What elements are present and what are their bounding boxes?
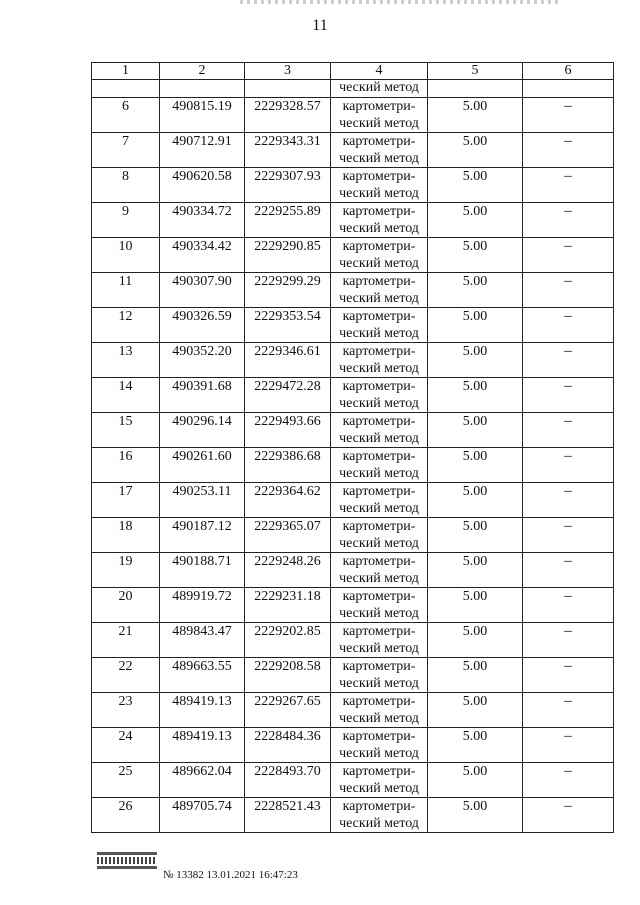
y-coordinate-cell: 2229328.57 [245,98,331,133]
precision-cell: 5.00 [428,273,523,308]
method-cell [331,98,428,133]
y-coordinate-cell: 2229267.65 [245,693,331,728]
method-cell [331,623,428,658]
note-cell: – [523,763,614,798]
note-cell: – [523,133,614,168]
method-cell [331,273,428,308]
table-row [92,308,614,343]
x-coordinate-cell: 490712.91 [160,133,245,168]
x-coordinate-cell: 490307.90 [160,273,245,308]
method-text: картометри- [342,729,416,744]
point-number-cell: 7 [92,133,160,168]
precision-cell: 5.00 [428,413,523,448]
note-cell: – [523,623,614,658]
precision-cell: 5.00 [428,168,523,203]
coordinates-table [91,62,614,833]
method-text: картометри- [342,99,416,114]
method-text: картометри- [342,659,416,674]
scan-artifact [240,0,560,4]
table-continuation-row [92,80,614,98]
method-text: ческий метод [339,361,419,376]
x-coordinate-cell: 490326.59 [160,308,245,343]
method-cell [331,728,428,763]
point-number-cell: 22 [92,658,160,693]
table-row [92,238,614,273]
x-coordinate-cell: 490253.11 [160,483,245,518]
precision-cell: 5.00 [428,798,523,833]
precision-cell: 5.00 [428,763,523,798]
table-row [92,693,614,728]
method-cell [331,658,428,693]
point-number-cell: 13 [92,343,160,378]
note-cell: – [523,308,614,343]
column-header: 1 [92,63,160,80]
y-coordinate-cell: 2229343.31 [245,133,331,168]
method-text: ческий метод [339,256,419,271]
precision-cell: 5.00 [428,378,523,413]
table-row [92,728,614,763]
y-coordinate-cell: 2229290.85 [245,238,331,273]
method-text: ческий метод [339,291,419,306]
x-coordinate-cell: 490261.60 [160,448,245,483]
precision-cell: 5.00 [428,308,523,343]
y-coordinate-cell: 2229365.07 [245,518,331,553]
method-cell [331,343,428,378]
note-cell: – [523,588,614,623]
precision-cell: 5.00 [428,343,523,378]
y-coordinate-cell: 2228493.70 [245,763,331,798]
x-coordinate-cell: 490296.14 [160,413,245,448]
y-coordinate-cell: 2229255.89 [245,203,331,238]
method-text: ческий метод [339,606,419,621]
note-cell: – [523,658,614,693]
table-row [92,658,614,693]
note-cell: – [523,728,614,763]
method-text: картометри- [342,239,416,254]
point-number-cell: 8 [92,168,160,203]
method-text: картометри- [342,344,416,359]
page-number: 11 [312,17,328,34]
y-coordinate-cell: 2229299.29 [245,273,331,308]
x-coordinate-cell: 490187.12 [160,518,245,553]
table-row [92,203,614,238]
y-coordinate-cell: 2229307.93 [245,168,331,203]
method-text: картометри- [342,694,416,709]
method-cell [331,133,428,168]
precision-cell: 5.00 [428,518,523,553]
y-coordinate-cell: 2229364.62 [245,483,331,518]
precision-cell: 5.00 [428,448,523,483]
x-coordinate-cell: 490391.68 [160,378,245,413]
table-row [92,133,614,168]
precision-cell: 5.00 [428,728,523,763]
method-text: картометри- [342,379,416,394]
note-cell: – [523,203,614,238]
table-row [92,168,614,203]
column-header: 6 [523,63,614,80]
method-cell [331,693,428,728]
x-coordinate-cell: 490815.19 [160,98,245,133]
method-cell [331,413,428,448]
method-text: ческий метод [339,676,419,691]
method-text: ческий метод [339,746,419,761]
x-coordinate-cell: 489663.55 [160,658,245,693]
point-number-cell: 14 [92,378,160,413]
note-cell: – [523,518,614,553]
x-coordinate-cell: 489919.72 [160,588,245,623]
table-row [92,518,614,553]
table-row [92,798,614,833]
x-coordinate-cell: 489843.47 [160,623,245,658]
method-text: ческий метод [339,186,419,201]
y-coordinate-cell: 2229208.58 [245,658,331,693]
method-cell [331,588,428,623]
method-text: картометри- [342,414,416,429]
table-row [92,588,614,623]
note-cell: – [523,168,614,203]
table-row [92,448,614,483]
method-text: ческий метод [339,781,419,796]
point-number-cell: 23 [92,693,160,728]
method-text: картометри- [342,134,416,149]
x-coordinate-cell: 489419.13 [160,728,245,763]
note-cell: – [523,273,614,308]
x-coordinate-cell: 489419.13 [160,693,245,728]
method-text: картометри- [342,519,416,534]
precision-cell: 5.00 [428,623,523,658]
table-row [92,378,614,413]
method-cell [331,168,428,203]
precision-cell: 5.00 [428,133,523,168]
column-header: 2 [160,63,245,80]
y-coordinate-cell: 2229248.26 [245,553,331,588]
y-coordinate-cell: 2229346.61 [245,343,331,378]
y-coordinate-cell: 2228484.36 [245,728,331,763]
y-coordinate-cell: 2229202.85 [245,623,331,658]
note-cell: – [523,693,614,728]
point-number-cell: 25 [92,763,160,798]
y-coordinate-cell: 2229353.54 [245,308,331,343]
method-text: ческий метод [339,326,419,341]
point-number-cell: 19 [92,553,160,588]
precision-cell: 5.00 [428,588,523,623]
method-text: картометри- [342,799,416,814]
method-cell [331,448,428,483]
table-row [92,553,614,588]
method-cell [331,203,428,238]
method-text: ческий метод [339,571,419,586]
method-text: картометри- [342,449,416,464]
footer [97,852,397,892]
point-number-cell: 11 [92,273,160,308]
point-number-cell: 26 [92,798,160,833]
method-text: ческий метод [339,816,419,831]
precision-cell: 5.00 [428,693,523,728]
document-reference: № 13382 13.01.2021 16:47:23 [163,869,298,881]
note-cell: – [523,553,614,588]
method-text: ческий метод [339,501,419,516]
method-cell [331,518,428,553]
method-text: картометри- [342,204,416,219]
precision-cell: 5.00 [428,483,523,518]
method-cell [331,553,428,588]
method-text: картометри- [342,624,416,639]
method-text: картометри- [342,274,416,289]
method-cell [331,763,428,798]
method-text: картометри- [342,309,416,324]
x-coordinate-cell: 490188.71 [160,553,245,588]
method-text: ческий метод [339,151,419,166]
y-coordinate-cell: 2229386.68 [245,448,331,483]
method-text: картометри- [342,554,416,569]
method-text: ческий метод [339,466,419,481]
point-number-cell: 10 [92,238,160,273]
method-cell: ческий метод [331,80,428,98]
precision-cell: 5.00 [428,658,523,693]
note-cell: – [523,798,614,833]
table-row [92,763,614,798]
table-row [92,623,614,658]
note-cell: – [523,378,614,413]
method-cell [331,238,428,273]
note-cell: – [523,413,614,448]
x-coordinate-cell: 490352.20 [160,343,245,378]
method-text: ческий метод [339,536,419,551]
method-text: ческий метод [339,641,419,656]
method-text: ческий метод [339,711,419,726]
y-coordinate-cell: 2229472.28 [245,378,331,413]
note-cell: – [523,448,614,483]
method-cell [331,483,428,518]
column-header: 5 [428,63,523,80]
method-text: картометри- [342,484,416,499]
method-cell [331,798,428,833]
y-coordinate-cell: 2228521.43 [245,798,331,833]
method-text: картометри- [342,169,416,184]
column-header: 4 [331,63,428,80]
x-coordinate-cell: 489705.74 [160,798,245,833]
x-coordinate-cell: 489662.04 [160,763,245,798]
point-number-cell: 12 [92,308,160,343]
table-row [92,483,614,518]
precision-cell: 5.00 [428,553,523,588]
precision-cell: 5.00 [428,203,523,238]
x-coordinate-cell: 490620.58 [160,168,245,203]
note-cell: – [523,238,614,273]
table-row [92,343,614,378]
y-coordinate-cell: 2229231.18 [245,588,331,623]
precision-cell: 5.00 [428,238,523,273]
method-text: картометри- [342,589,416,604]
note-cell: – [523,98,614,133]
point-number-cell: 6 [92,98,160,133]
method-text: ческий метод [339,396,419,411]
table-row [92,98,614,133]
table-row [92,273,614,308]
point-number-cell: 24 [92,728,160,763]
method-text: ческий метод [339,116,419,131]
table-header-row [92,63,614,80]
point-number-cell: 21 [92,623,160,658]
point-number-cell: 20 [92,588,160,623]
y-coordinate-cell: 2229493.66 [245,413,331,448]
method-cell [331,308,428,343]
table-row [92,413,614,448]
registry-stamp [97,852,157,872]
x-coordinate-cell: 490334.72 [160,203,245,238]
point-number-cell: 16 [92,448,160,483]
x-coordinate-cell: 490334.42 [160,238,245,273]
point-number-cell: 17 [92,483,160,518]
column-header: 3 [245,63,331,80]
method-text: ческий метод [339,431,419,446]
method-text: ческий метод [339,221,419,236]
point-number-cell: 18 [92,518,160,553]
note-cell: – [523,343,614,378]
precision-cell: 5.00 [428,98,523,133]
method-text: картометри- [342,764,416,779]
point-number-cell: 15 [92,413,160,448]
point-number-cell: 9 [92,203,160,238]
note-cell: – [523,483,614,518]
method-cell [331,378,428,413]
